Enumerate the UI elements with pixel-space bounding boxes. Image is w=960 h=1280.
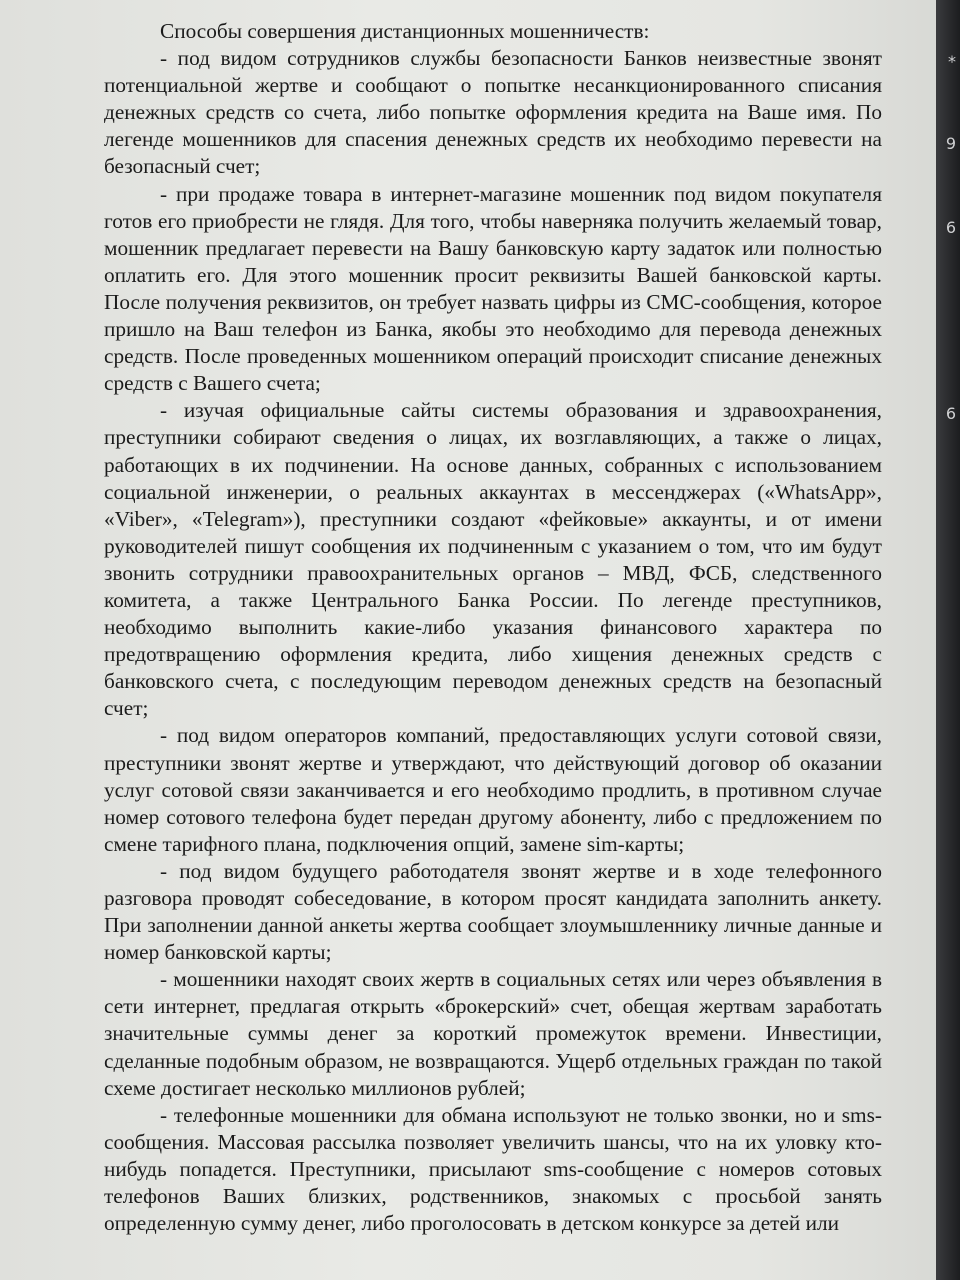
background-mark: 6 (945, 404, 956, 423)
paragraph-mobile-operators: - под видом операторов компаний, предоставляющих услуги сотовой связи, преступники звонят жертве и утверждают, что действующий договор об оказании услуг сотовой связи заканчивается и его необходимо продлить, в противном случае номер сотового телефона будет передан другому абоненту, либо с предложением по смене тарифного плана, подключения опций, замене sim-карты; (104, 723, 882, 856)
background-edge (936, 0, 960, 1280)
background-mark: 9 (945, 134, 956, 153)
paragraph-employer: - под видом будущего работодателя звонят жертве и в ходе телефонного разговора проводят собеседование, в котором просят кандидата заполнить анкету. При заполнении данной анкеты жертва сообщает злоумышленнику личные данные и номер банковской карты; (104, 858, 882, 965)
document-heading: Способы совершения дистанционных мошенничеств: (160, 19, 650, 43)
paragraph-sms: - телефонные мошенники для обмана используют не только звонки, но и sms-сообщения. Массовая рассылка позволяет увеличить шансы, что на их уловку кто-нибудь попадется. Преступники, присылают sms-сообщение с номеров сотовых телефонов Ваших близких, родственников, знакомых с просьбой занять определенную сумму денег, либо проголосовать в детском конкурсе за детей или (104, 1102, 882, 1236)
paragraph-broker: - мошенники находят своих жертв в социальных сетях или через объявления в сети интернет, предлагая открыть «брокерский» счет, обещая жертвам заработать значительные суммы денег за короткий промежуток времени. Инвестиции, сделанные подобным образом, не возвращаются. Ущерб отдельных граждан по такой схеме достигает несколько миллионов рублей; (104, 967, 882, 1100)
paragraph-bank-security: - под видом сотрудников службы безопасности Банков неизвестные звонят потенциальной жертве и сообщают о попытке несанкционированного списания денежных средств со счета, либо попытке оформления кредита на Ваше имя. По легенде мошенников для спасения денежных средств их необходимо перевести на безопасный счет; (104, 46, 882, 179)
background-mark: * (948, 52, 956, 71)
document-text (104, 18, 882, 1237)
paragraph-fake-accounts: - изучая официальные сайты системы образования и здравоохранения, преступники собирают сведения о лицах, их возглавляющих, а также о лицах, работающих в их подчинении. На основе данных, собранных с использованием социальной инженерии, о реальных аккаунтах в мессенджерах («WhatsApp», «Viber», «Telegram»), преступники создают «фейковые» аккаунты, и от имени руководителей пишут сообщения их подчиненным с указанием о том, что им будут звонить сотрудники правоохранительных органов – МВД, ФСБ, следственного комитета, а также Центрального Банка России. По легенде преступников, необходимо выполнить какие-либо указания финансового характера по предотвращению оформления кредита, либо хищения денежных средств с банковского счета, с последующим переводом денежных средств на безопасный счет; (104, 398, 882, 721)
paragraph-online-store: - при продаже товара в интернет-магазине мошенник под видом покупателя готов его приобрести не глядя. Для того, чтобы наверняка получить желаемый товар, мошенник предлагает перевести на Вашу банковскую карту задаток или полностью оплатить его. Для этого мошенник просит реквизиты Вашей банковской карты. После получения реквизитов, он требует назвать цифры из СМС-сообщения, которое пришло на Ваш телефон из Банка, якобы это необходимо для перевода денежных средств. После проведенных мошенником операций происходит списание денежных средств с Вашего счета; (104, 181, 882, 396)
background-mark: 6 (945, 218, 956, 237)
